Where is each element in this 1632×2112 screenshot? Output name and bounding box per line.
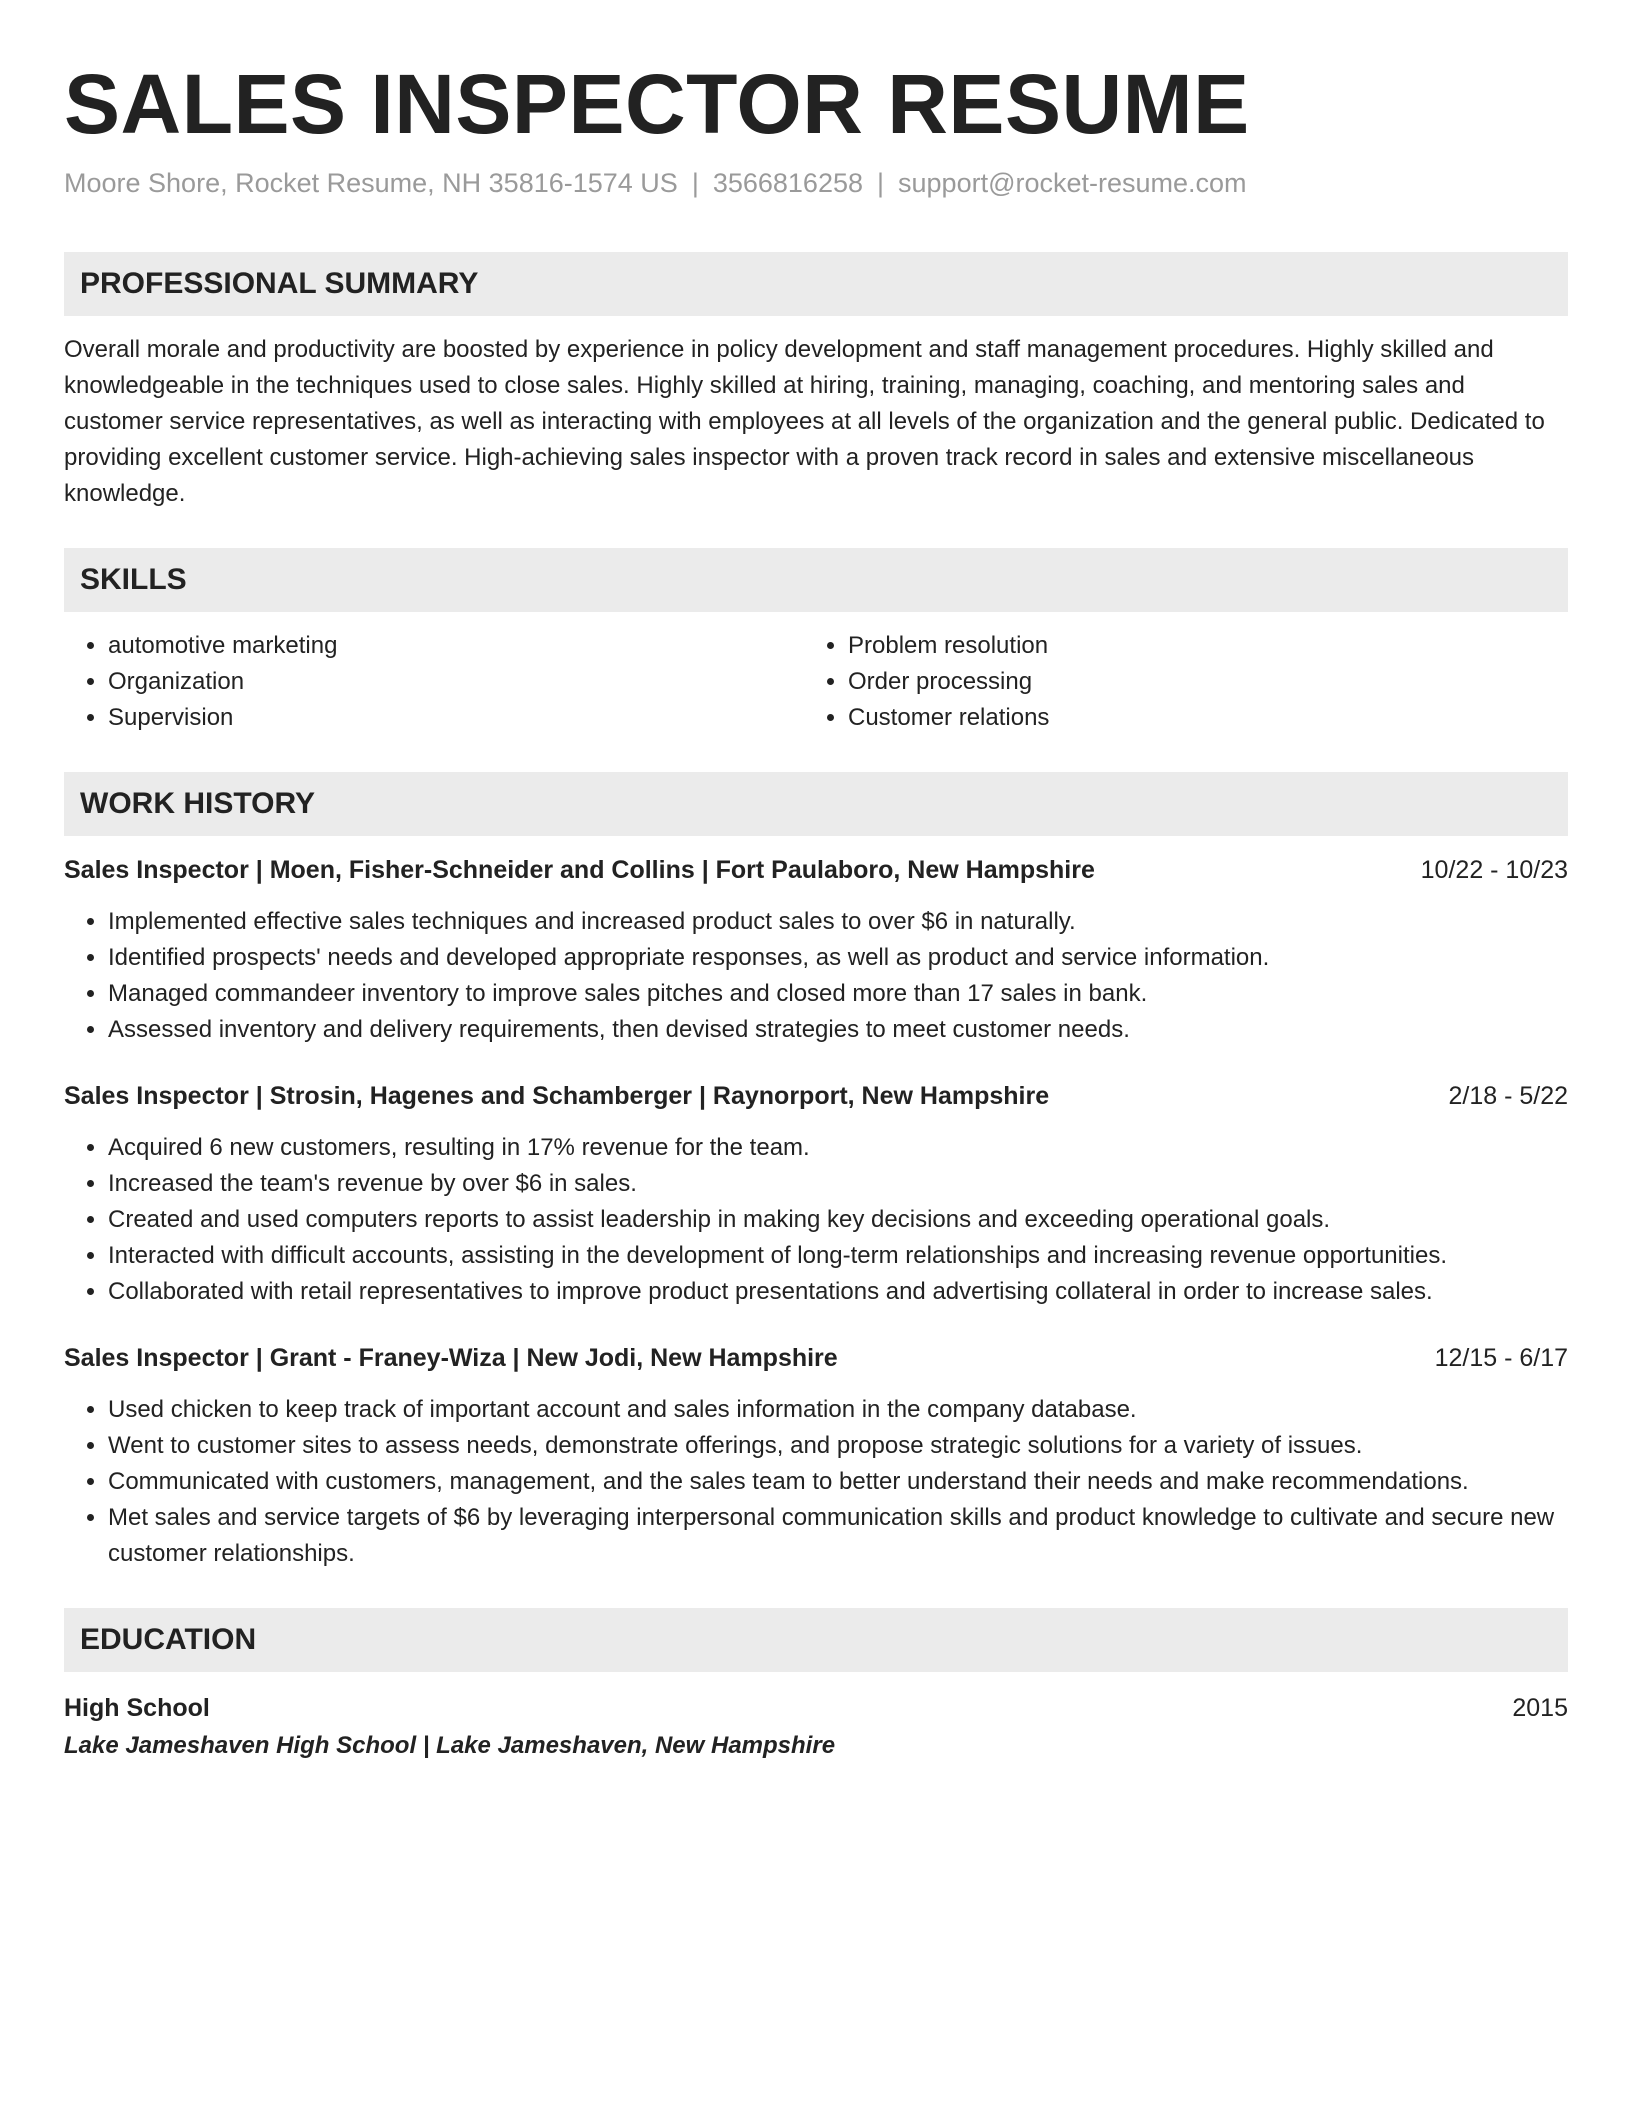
contact-email: support@rocket-resume.com	[898, 168, 1247, 198]
contact-separator: |	[691, 168, 699, 198]
summary-text: Overall morale and productivity are boosted by experience in policy development and staff management procedures. Highly skilled and knowledgeable in the techniques used to close sales. Highly skilled at hiring, training, managing, coaching, and mentoring sales and customer service representatives, as well as interacting with employees at all levels of the organization and the general public. Dedicated to providing excellent customer service. High-achieving sales inspector with a proven track record in sales and extensive miscellaneous knowledge.	[64, 336, 1545, 507]
skill-item: • automotive marketing	[108, 628, 804, 664]
skills-column-right	[804, 628, 1544, 736]
section-heading-skills: SKILLS	[64, 548, 1568, 612]
skill-item: • Organization	[108, 664, 804, 700]
education-header	[64, 1690, 1568, 1726]
job-bullet: • Met sales and service targets of $6 by leveraging interpersonal communication skills and product knowledge to cultivate and secure new customer relationships.	[108, 1500, 1568, 1572]
education-degree: High School	[64, 1694, 210, 1722]
skill-item: • Order processing	[848, 664, 1544, 700]
job-bullet: • Communicated with customers, management, and the sales team to better understand their needs and make recommendations.	[108, 1464, 1568, 1500]
job-header	[64, 852, 1568, 888]
job-bullet: • Assessed inventory and delivery requirements, then devised strategies to meet customer needs.	[108, 1012, 1568, 1048]
job-bullet: • Increased the team's revenue by over $6 in sales.	[108, 1166, 1568, 1202]
skills-list	[64, 628, 1568, 736]
education-year: 2015	[1512, 1694, 1568, 1722]
job-title: Sales Inspector | Moen, Fisher-Schneider and Collins | Fort Paulaboro, New Hampshire	[64, 856, 1095, 884]
job-bullet: • Went to customer sites to assess needs, demonstrate offerings, and propose strategic solutions for a variety of issues.	[108, 1428, 1568, 1464]
job-entry	[64, 1340, 1568, 1572]
job-dates: 12/15 - 6/17	[1434, 1344, 1568, 1372]
contact-phone: 3566816258	[712, 168, 863, 198]
job-entry	[64, 852, 1568, 1048]
job-entry	[64, 1078, 1568, 1310]
skill-item: • Supervision	[108, 700, 804, 736]
job-bullets	[64, 1392, 1568, 1572]
contact-line	[64, 166, 1568, 200]
education-entry	[64, 1690, 1568, 1764]
job-title: Sales Inspector | Strosin, Hagenes and Schamberger | Raynorport, New Hampshire	[64, 1082, 1050, 1110]
section-heading-work-history: WORK HISTORY	[64, 772, 1568, 836]
job-bullets	[64, 1130, 1568, 1310]
education-school: Lake Jameshaven High School | Lake Jameshaven, New Hampshire	[64, 1732, 836, 1759]
job-dates: 10/22 - 10/23	[1420, 856, 1568, 884]
job-dates: 2/18 - 5/22	[1448, 1082, 1568, 1110]
skill-item: • Problem resolution	[848, 628, 1544, 664]
job-header	[64, 1078, 1568, 1114]
job-bullet: • Used chicken to keep track of important account and sales information in the company database.	[108, 1392, 1568, 1428]
job-bullet: • Collaborated with retail representatives to improve product presentations and advertising collateral in order to increase sales.	[108, 1274, 1568, 1310]
job-header	[64, 1340, 1568, 1376]
job-title: Sales Inspector | Grant - Franey-Wiza | New Jodi, New Hampshire	[64, 1344, 838, 1372]
job-bullet: • Acquired 6 new customers, resulting in 17% revenue for the team.	[108, 1130, 1568, 1166]
job-bullet: • Interacted with difficult accounts, assisting in the development of long-term relationships and increasing revenue opportunities.	[108, 1238, 1568, 1274]
section-heading-education: EDUCATION	[64, 1608, 1568, 1672]
section-heading-summary: PROFESSIONAL SUMMARY	[64, 252, 1568, 316]
job-bullet: • Identified prospects' needs and developed appropriate responses, as well as product and service information.	[108, 940, 1568, 976]
skills-column-left	[64, 628, 804, 736]
job-bullet: • Created and used computers reports to assist leadership in making key decisions and exceeding operational goals.	[108, 1202, 1568, 1238]
contact-address: Moore Shore, Rocket Resume, NH 35816-1574 US	[64, 168, 678, 198]
job-bullet: • Managed commandeer inventory to improve sales pitches and closed more than 17 sales in bank.	[108, 976, 1568, 1012]
resume-title: SALES INSPECTOR RESUME	[64, 57, 1250, 151]
contact-separator: |	[877, 168, 885, 198]
skill-item: • Customer relations	[848, 700, 1544, 736]
job-bullet: • Implemented effective sales techniques and increased product sales to over $6 in naturally.	[108, 904, 1568, 940]
job-bullets	[64, 904, 1568, 1048]
